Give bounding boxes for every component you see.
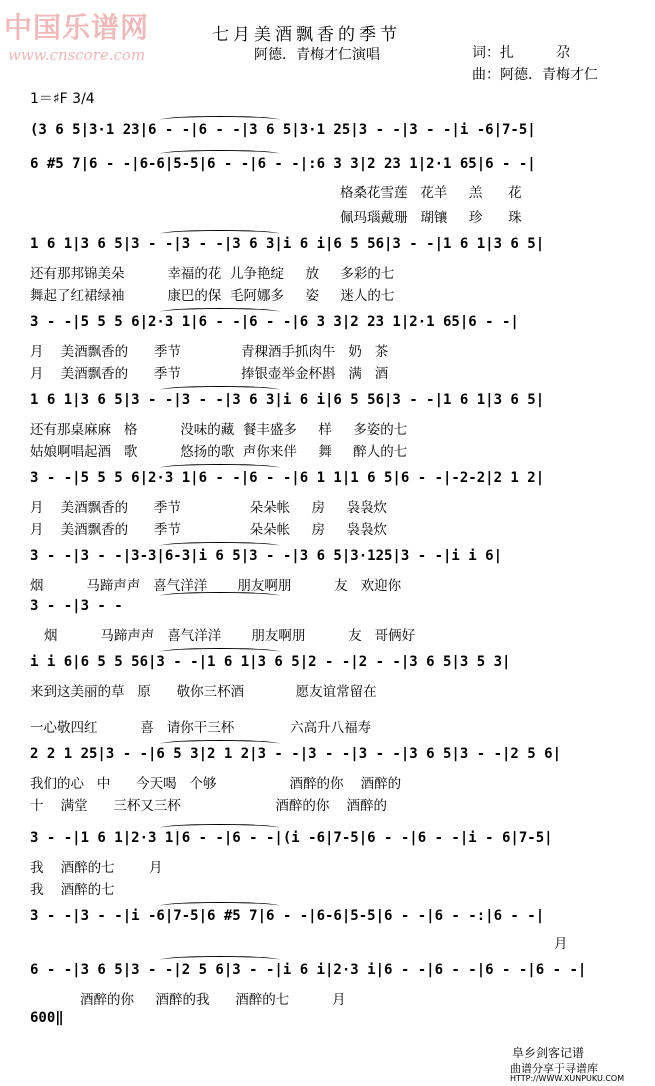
lyric-row: 佩玛瑙戴珊 瑚镶 珍 珠 <box>340 210 522 226</box>
slur-mark <box>160 116 280 124</box>
lyric-row: 烟 马蹄声声 喜气洋洋 朋友啊朋 友 哥俩好 <box>44 628 416 644</box>
lyric-row: 烟 马蹄声声 喜气洋洋 朋友啊朋 友 欢迎你 <box>30 578 402 594</box>
lyric-row: 还有那桌麻麻 格 没味的藏 餐丰盛多 样 多姿的七 <box>30 422 408 438</box>
end-marker: 600‖ <box>30 1010 64 1026</box>
slur-mark <box>160 230 280 238</box>
lyric-row: 月 <box>554 936 568 952</box>
lyric-row: 十 满堂 三杯又三杯 酒醉的你 酒醉的 <box>30 798 387 814</box>
slur-mark <box>160 150 280 158</box>
slur-mark <box>160 824 280 832</box>
notation-row: 3 - -|5 5 5 6|2·3 1|6 - -|6 - -|6 3 3|2 23 1|2·1 65|6 - -| <box>30 314 519 330</box>
slur-mark <box>160 956 280 964</box>
notation-row: 3 - -|3 - -|3-3|6-3|i 6 5|3 - -|3 6 5|3·125|3 - -|i i 6| <box>30 548 503 564</box>
key-signature: 1＝♯F 3/4 <box>30 91 95 107</box>
transcriber-credit: 阜乡剑客记谱 <box>512 1046 585 1060</box>
notation-row: i i 6|6 5 5 56|3 - -|1 6 1|3 6 5|2 - -|2 - -|3 6 5|3 5 3| <box>30 654 511 670</box>
watermark-logo: 中国乐谱网 <box>4 11 150 44</box>
lyricist: 词：扎 尕 <box>472 45 570 61</box>
song-title: 七月美酒飘香的季节 <box>212 25 401 45</box>
lyric-row: 月 美酒飘香的 季节 朵朵帐 房 袅袅炊 <box>30 522 387 538</box>
slur-mark <box>160 308 280 316</box>
lyric-row: 姑娘啊唱起酒 歌 悠扬的歌 声你来伴 舞 醉人的七 <box>30 444 408 460</box>
share-credit: 曲谱分享于寻谱库 <box>510 1062 598 1075</box>
slur-mark <box>160 592 280 600</box>
site-url: HTTP://WWW.XUNPUKU.COM <box>510 1074 625 1083</box>
notation-row: 6 #5 7|6 - -|6-6|5-5|6 - -|6 - -|:6 3 3|2 23 1|2·1 65|6 - -| <box>30 156 536 172</box>
slur-mark <box>160 740 280 748</box>
slur-mark <box>160 648 280 656</box>
watermark-url: www.cnscore.com <box>8 46 146 64</box>
singers: 阿德．青梅才仁演唱 <box>254 47 380 63</box>
lyric-row: 酒醉的你 酒醉的我 酒醉的七 月 <box>80 992 346 1008</box>
notation-row: 3 - -|3 - - <box>30 598 123 614</box>
lyric-row: 我们的心 中 今天喝 个够 酒醉的你 酒醉的 <box>30 776 402 792</box>
lyric-row: 月 美酒飘香的 季节 捧银壶举金杯斟 满 酒 <box>30 366 389 382</box>
slur-mark <box>160 386 280 394</box>
composer: 曲：阿德．青梅才仁 <box>472 67 598 83</box>
lyric-row: 月 美酒飘香的 季节 朵朵帐 房 袅袅炊 <box>30 500 387 516</box>
lyric-row: 我 酒醉的七 <box>30 882 115 898</box>
notation-row: 1 6 1|3 6 5|3 - -|3 - -|3 6 3|i 6 i|6 5 56|3 - -|1 6 1|3 6 5| <box>30 392 545 408</box>
notation-row: 1 6 1|3 6 5|3 - -|3 - -|3 6 3|i 6 i|6 5 56|3 - -|1 6 1|3 6 5| <box>30 236 545 252</box>
lyric-row: 来到这美丽的草 原 敬你三杯酒 愿友谊常留在 <box>30 684 377 700</box>
slur-mark <box>160 542 280 550</box>
slur-mark <box>160 902 280 910</box>
notation-row: 2 2 1 25|3 - -|6 5 3|2 1 2|3 - -|3 - -|3 - -|3 6 5|3 - -|2 5 6| <box>30 746 562 762</box>
lyric-row: 格桑花雪莲 花羊 羔 花 <box>340 185 522 201</box>
notation-row: 3 - -|5 5 5 6|2·3 1|6 - -|6 - -|6 1 1|1 6 5|6 - -|-2-2|2 1 2| <box>30 470 545 486</box>
lyric-row: 舞起了红裙绿袖 康巴的保 毛阿娜多 姿 迷人的七 <box>30 288 395 304</box>
notation-row: 6 - -|3 6 5|3 - -|2 5 6|3 - -|i 6 i|2·3 i|6 - -|6 - -|6 - -|6 - -| <box>30 962 587 978</box>
lyric-row: 月 美酒飘香的 季节 青稞酒手抓肉牛 奶 茶 <box>30 344 389 360</box>
lyric-row: 我 酒醉的七 月 <box>30 860 163 876</box>
lyric-row: 还有那邦锦美朵 幸福的花 儿争艳绽 放 多彩的七 <box>30 266 395 282</box>
notation-row: (3 6 5|3·1 23|6 - -|6 - -|3 6 5|3·1 25|3 - -|3 - -|i -6|7-5| <box>30 122 536 138</box>
slur-mark <box>160 464 280 472</box>
notation-row: 3 - -|3 - -|i -6|7-5|6 #5 7|6 - -|6-6|5-5|6 - -|6 - -:|6 - -| <box>30 908 545 924</box>
lyric-row: 一心敬四红 喜 请你干三杯 六高升八福寿 <box>30 720 372 736</box>
notation-row: 3 - -|1 6 1|2·3 1|6 - -|6 - -|(i -6|7-5|6 - -|6 - -|i - 6|7-5| <box>30 830 553 846</box>
